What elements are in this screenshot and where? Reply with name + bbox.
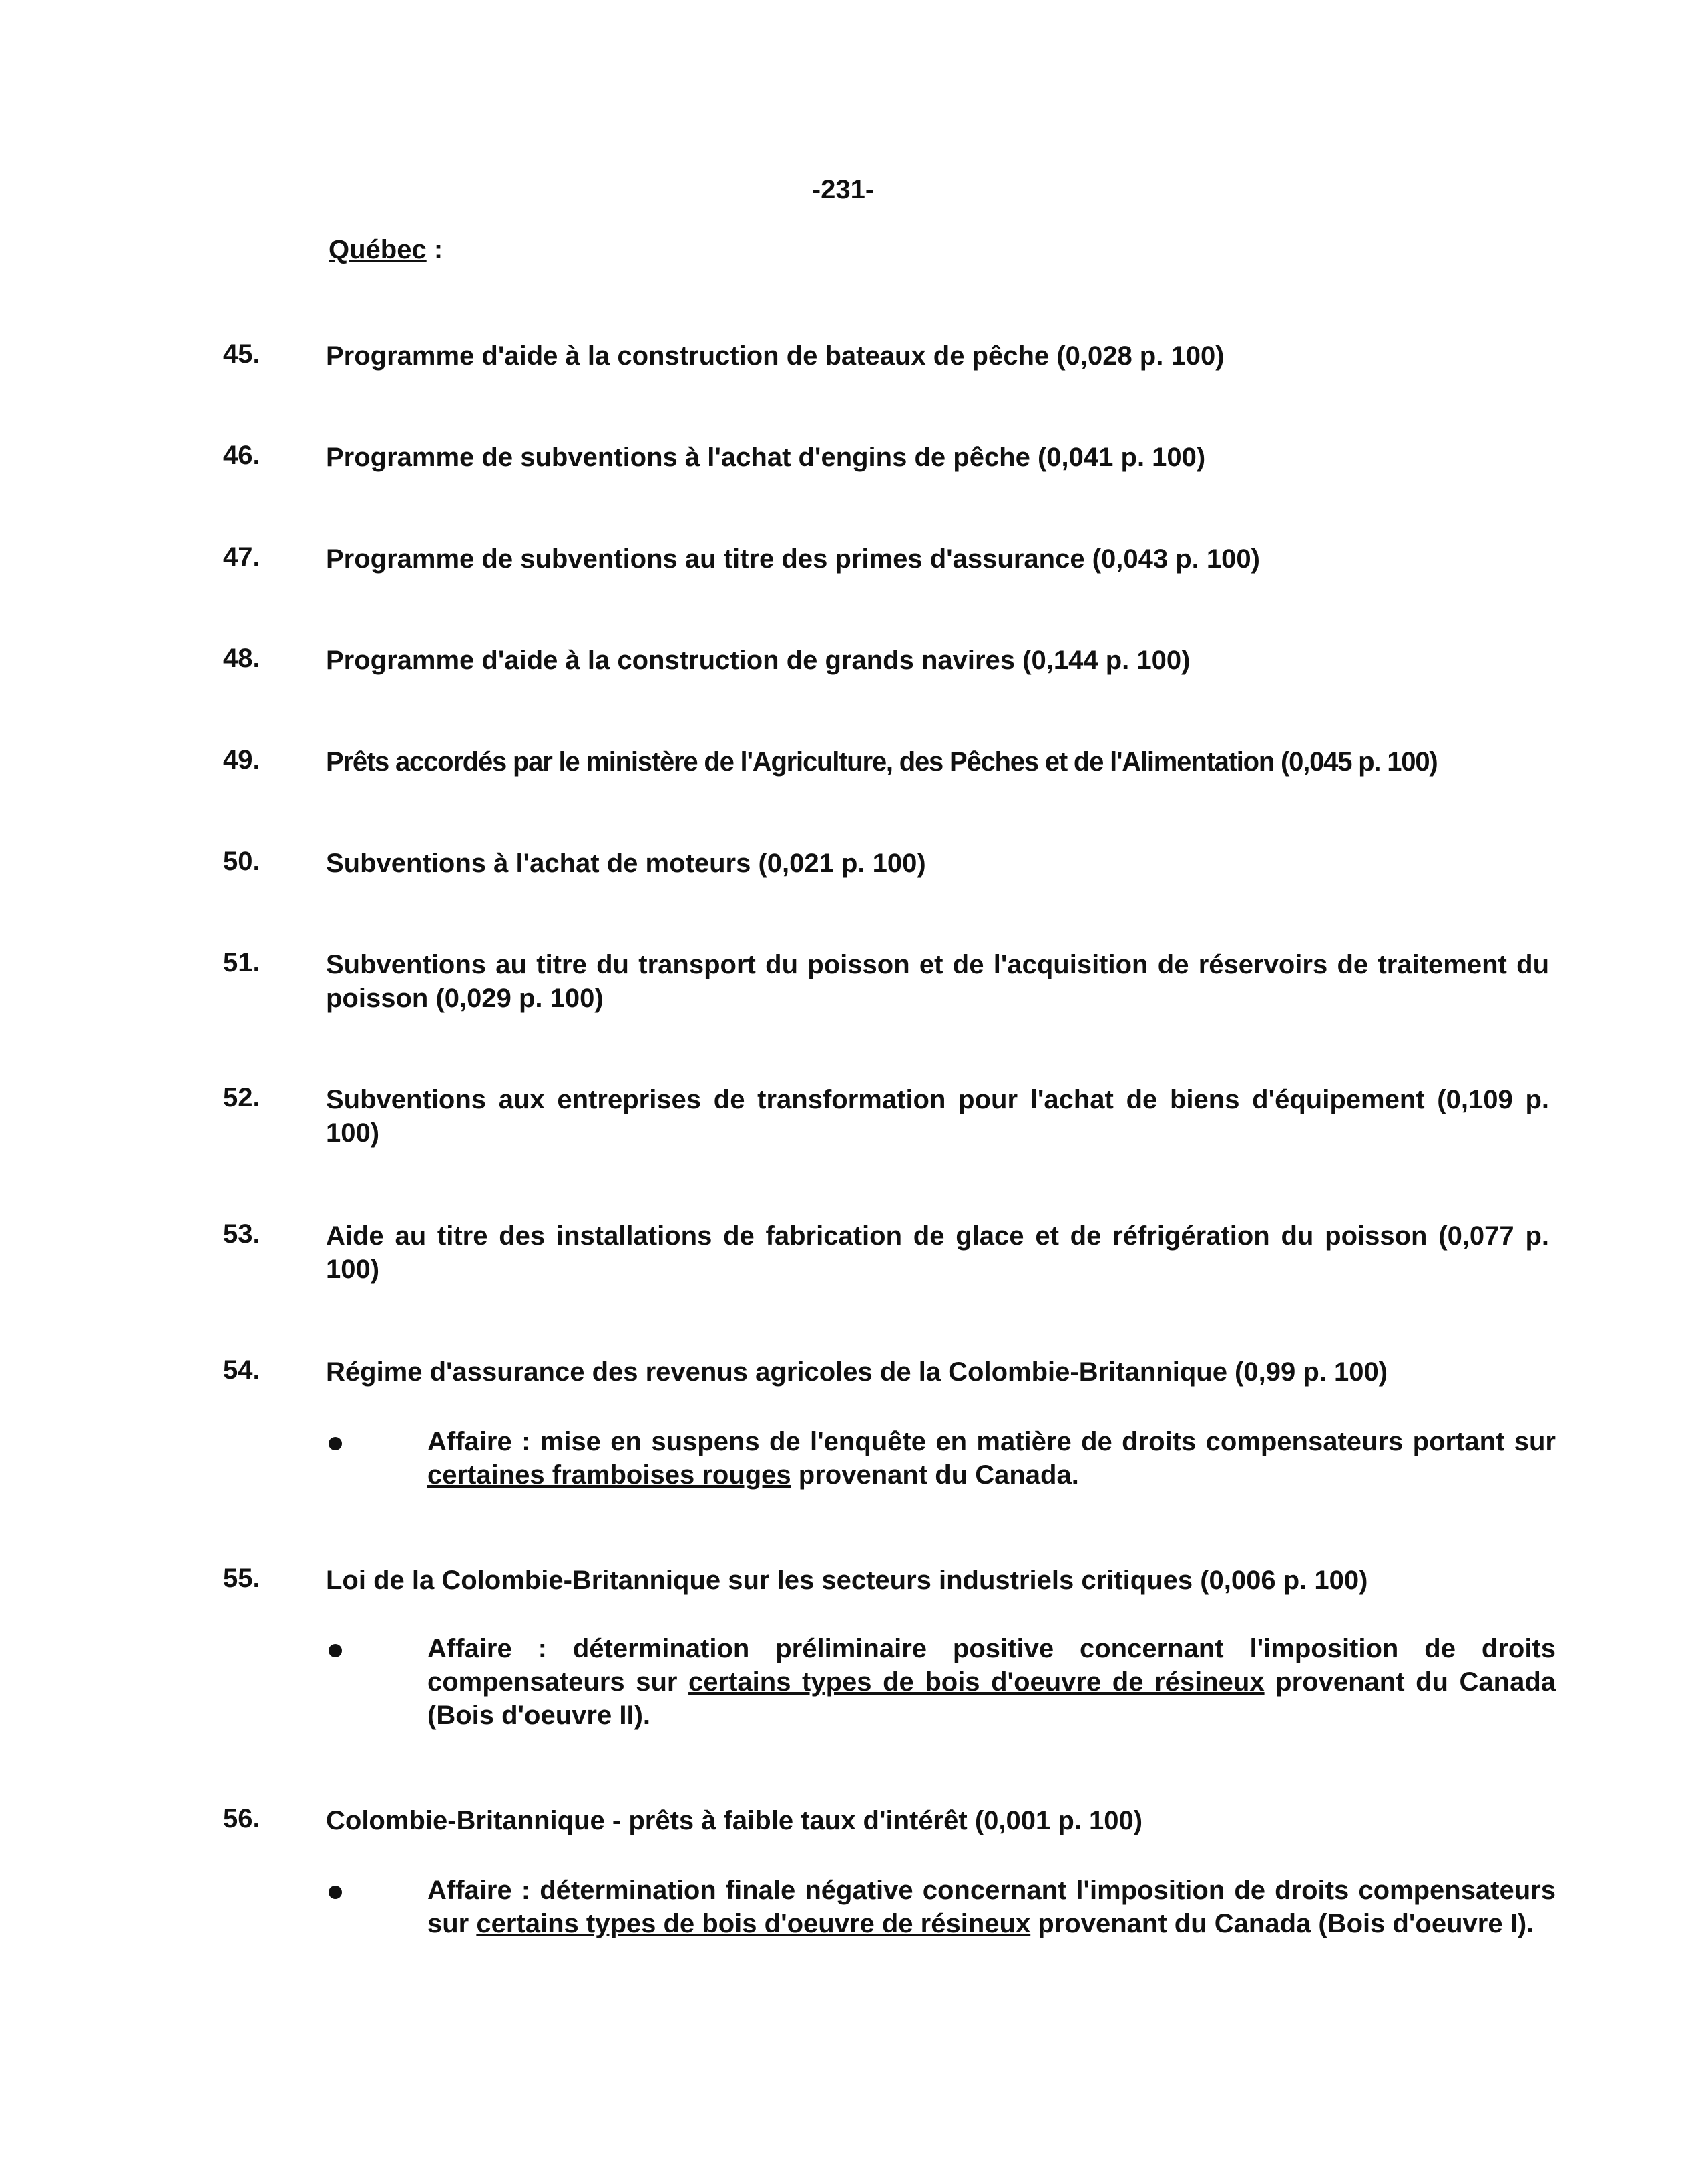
item-text: Aide au titre des installations de fabrication de glace et de réfrigération du poisson (0,077 p. 100) [326,1221,1549,1284]
item-text: Prêts accordés par le ministère de l'Agriculture, des Pêches et de l'Alimentation (0,045 p. 100) [326,747,1438,777]
item-number: 56. [223,1804,260,1833]
item-number: 55. [223,1564,260,1593]
item-number: 49. [223,745,260,775]
item-number: 50. [223,847,260,876]
item-text: Régime d'assurance des revenus agricoles de la Colombie-Britannique (0,99 p. 100) [326,1357,1388,1387]
item-number: 45. [223,339,260,369]
bullet-icon [329,1644,342,1657]
case-product: certaines framboises rouges [427,1460,791,1490]
page-number: -231- [811,175,875,204]
bullet-icon [329,1437,342,1450]
item-number: 54. [223,1355,260,1385]
case-product: certains types de bois d'oeuvre de résineux [476,1909,1031,1938]
item-text: Programme d'aide à la construction de grands navires (0,144 p. 100) [326,646,1191,675]
item-text: Programme de subventions au titre des primes d'assurance (0,043 p. 100) [326,544,1260,574]
section-heading-label: Québec [329,235,427,264]
item-text: Colombie-Britannique - prêts à faible taux d'intérêt (0,001 p. 100) [326,1806,1143,1835]
section-heading [329,235,443,265]
item-number: 52. [223,1083,260,1112]
item-number: 47. [223,542,260,572]
section-heading-suffix: : [426,235,443,264]
item-text: Subventions aux entreprises de transformation pour l'achat de biens d'équipement (0,109 p. 100) [326,1085,1549,1148]
item-text: Loi de la Colombie-Britannique sur les secteurs industriels critiques (0,006 p. 100) [326,1566,1368,1595]
item-number: 46. [223,441,260,470]
item-text: Subventions à l'achat de moteurs (0,021 p. 100) [326,849,926,878]
item-text: Subventions au titre du transport du poisson et de l'acquisition de réservoirs de traitement du poisson (0,029 p. 100) [326,950,1549,1013]
item-text: Programme de subventions à l'achat d'engins de pêche (0,041 p. 100) [326,443,1206,472]
case-note-text: Affaire : détermination préliminaire positive concernant l'imposition de droits compensateurs sur certains types de bois d'oeuvre de résineux provenant du Canada (Bois d'oeuvre II). [427,1634,1556,1730]
item-number: 51. [223,948,260,977]
case-note-text: Affaire : détermination finale négative concernant l'imposition de droits compensateurs sur certains types de bois d'oeuvre de résineux provenant du Canada (Bois d'oeuvre I). [427,1876,1556,1938]
case-product: certains types de bois d'oeuvre de résineux [688,1667,1265,1697]
case-note-text: Affaire : mise en suspens de l'enquête en matière de droits compensateurs portant sur certaines framboises rouges provenant du Canada. [427,1427,1556,1490]
item-text: Programme d'aide à la construction de bateaux de pêche (0,028 p. 100) [326,341,1225,371]
bullet-icon [329,1886,342,1899]
item-number: 48. [223,644,260,673]
item-number: 53. [223,1219,260,1249]
